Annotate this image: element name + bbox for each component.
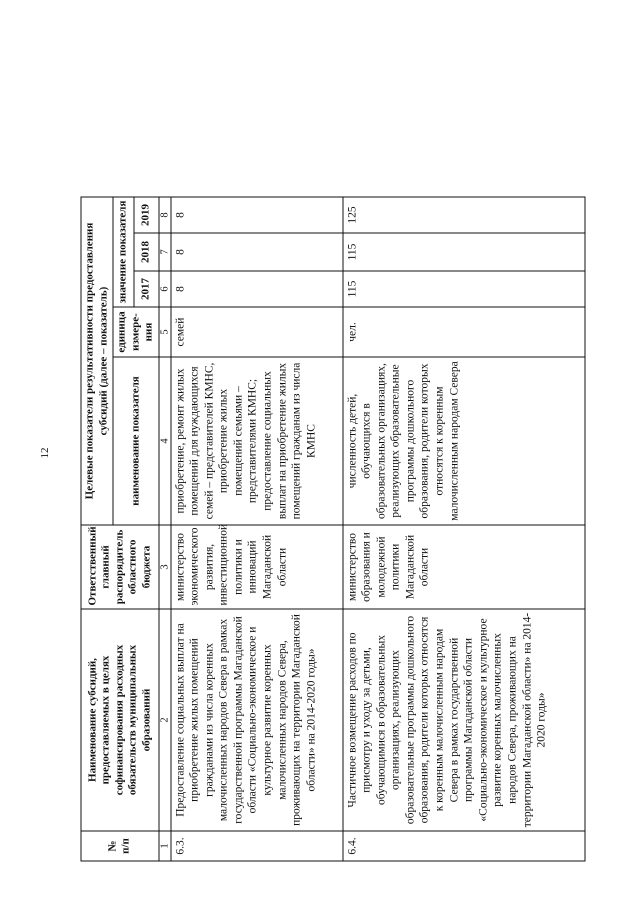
value-2017: 115 [343,271,586,307]
subsidy-name: Частичное возмещение расходов по присмотру и уходу за детьми, обучающимися в образовательных организациях, реализующих образовательные программы дошкольного образования, родители которых относятся к коренным малочисленным народам Севера в рамках государственной программы Магаданской области «Социально-экономическое и культурное развитие коренных малочисленных народов Севера, проживающих на территории Магаданской области» на 2014-2020 годы» [343,609,586,831]
value-2018: 115 [343,233,586,271]
value-2019: 8 [171,197,343,233]
col-number: 8 [159,197,171,233]
unit: чел. [343,307,586,357]
subsidy-name: Предоставление социальных выплат на приобретение жилых помещений гражданами из числа коренных малочисленных народов Севера в рамках государственной программы Магаданской области «Социально-экономическое и культурное развитие коренных малочисленных народов Севера, проживающих на территории Магаданской области» на 2014-2020 годы» [171,609,343,831]
header-year-2018: 2018 [134,233,159,271]
value-2019: 125 [343,197,586,233]
responsible-body: министерство экономического развития, инвестиционной политики и инноваций Магаданской области [171,525,343,609]
col-number: 5 [159,307,171,357]
row-number: 6.3. [171,831,343,861]
header-responsible: Ответственный главный распорядитель областного бюджета [81,525,159,609]
header-subsidy-name: Наименование субсидий, предоставляемых в целях софинансирования расходных обязательств муниципальных образований [81,609,159,831]
value-2018: 8 [171,233,343,271]
col-number: 2 [159,609,171,831]
row-number: 6.4. [343,831,586,861]
col-number: 1 [159,831,171,861]
header-year-2017: 2017 [134,271,159,307]
header-indicators-group: Целевые показатели результативности предоставления субсидий (далее – показатель) [81,197,113,525]
rotated-page [80,40,585,862]
col-number: 6 [159,271,171,307]
header-value-group: значение показателя [113,197,134,307]
header-year-2019: 2019 [134,197,159,233]
header-indicator-name: наименование показателя [113,357,159,525]
col-number: 3 [159,525,171,609]
subsidy-indicators-table-container [81,40,586,862]
value-2017: 8 [171,271,343,307]
unit: семей [171,307,343,357]
responsible-body: министерство образования и молодежной политики Магаданской области [343,525,586,609]
header-unit: единица измере-ния [113,307,159,357]
col-number: 7 [159,233,171,271]
blank-margin [81,39,585,197]
header-number: № п/п [81,831,159,861]
indicator-name: приобретение, ремонт жилых помещений для нуждающихся семей – представителей КМНС, приобретение жилых помещений семьями – представителями КМНС; предоставление социальных выплат на приобретение жилых помещений гражданам из числа КМНС [171,357,343,525]
col-number: 4 [159,357,171,525]
subsidy-indicators-table [81,39,586,862]
page-number: 12 [39,447,51,459]
indicator-name: численность детей, обучающихся в образовательных организациях, реализующих образовательные программы дошкольного образования, родители которых относятся к коренным малочисленным народам Севера [343,357,586,525]
